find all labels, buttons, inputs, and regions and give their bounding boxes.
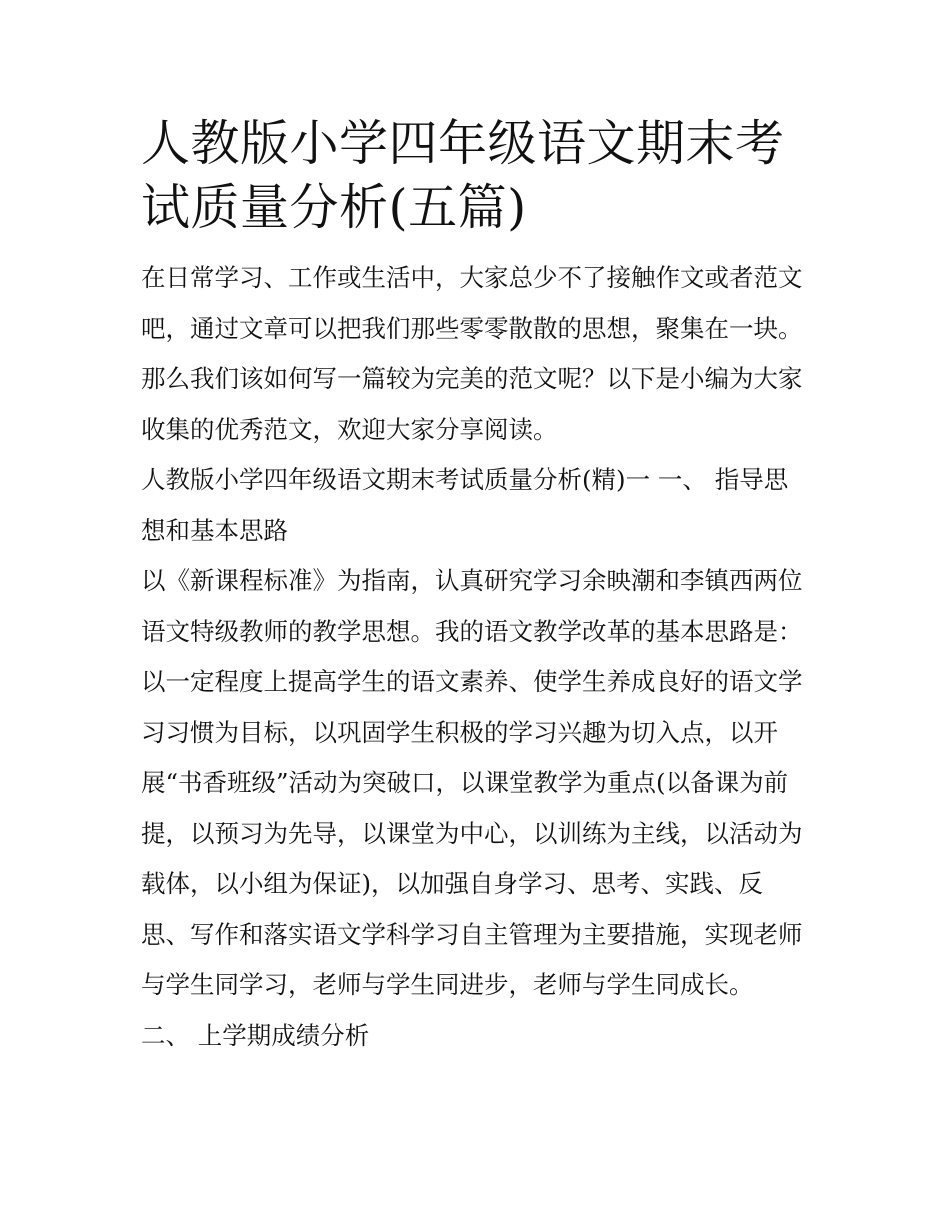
section-subheading	[141, 1011, 821, 1062]
text-line: 收集的优秀范文，欢迎大家分享阅读。	[141, 414, 558, 444]
document-title	[141, 112, 821, 240]
body-paragraph	[141, 556, 821, 1011]
text-line: 二、 上学期成绩分析	[141, 1020, 370, 1050]
text-line: 吧，通过文章可以把我们那些零零散散的思想，聚集在一块。	[141, 313, 803, 343]
text-line: 以《新课程标准》为指南，认真研究学习余映潮和李镇西两位	[141, 566, 803, 595]
text-line: 想和基本思路	[141, 515, 288, 545]
text-line: 习习惯为目标，以巩固学生积极的学习兴趣为切入点，以开	[141, 717, 778, 747]
title-line: 人教版小学四年级语文期末考	[141, 115, 785, 172]
text-line: 思、写作和落实语文学科学习自主管理为主要措施，实现老师	[141, 919, 803, 949]
section-heading	[141, 455, 821, 556]
text-line: 人教版小学四年级语文期末考试质量分析(精)一 一、 指导思	[141, 465, 789, 494]
intro-paragraph	[141, 253, 821, 455]
text-line: 展“书香班级”活动为突破口，以课堂教学为重点(以备课为前	[141, 768, 789, 797]
text-line: 语文特级教师的教学思想。我的语文教学改革的基本思路是：	[141, 616, 803, 646]
text-line: 载体，以小组为保证)，以加强自身学习、思考、实践、反	[141, 869, 764, 898]
title-line: 试质量分析(五篇)	[141, 179, 527, 236]
text-line: 以一定程度上提高学生的语文素养、使学生养成良好的语文学	[141, 667, 803, 696]
text-line: 提，以预习为先导，以课堂为中心，以训练为主线，以活动为	[141, 818, 803, 848]
text-line: 与学生同学习，老师与学生同进步，老师与学生同成长。	[141, 970, 754, 999]
text-line: 那么我们该如何写一篇较为完美的范文呢？以下是小编为大家	[141, 364, 803, 393]
document-page	[141, 112, 821, 1061]
text-line: 在日常学习、工作或生活中，大家总少不了接触作文或者范文	[141, 263, 803, 292]
